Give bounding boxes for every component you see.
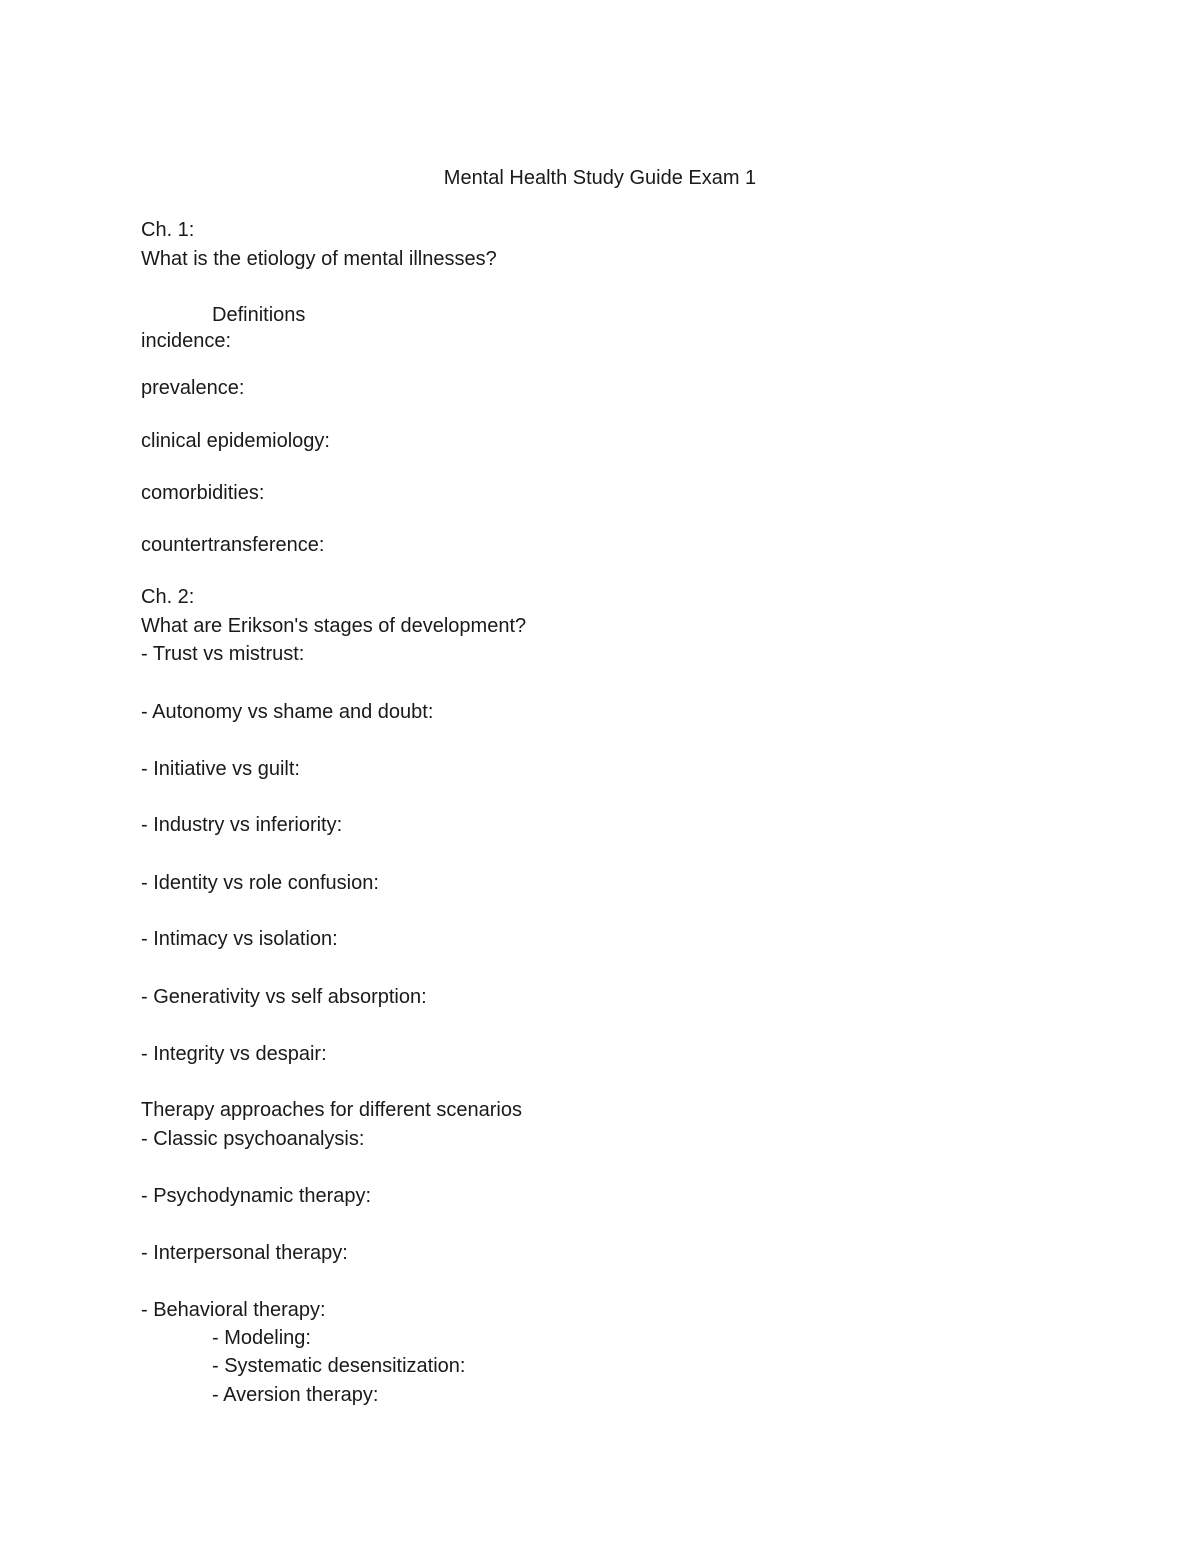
stage-item: - Industry vs inferiority:: [141, 814, 343, 836]
stage-item: - Generativity vs self absorption:: [141, 986, 427, 1008]
stage-item: - Trust vs mistrust:: [141, 643, 305, 665]
ch1-question: What is the etiology of mental illnesses?: [141, 248, 497, 270]
stage-item: - Identity vs role confusion:: [141, 872, 379, 894]
stage-item: - Initiative vs guilt:: [141, 758, 300, 780]
term-countertransference: countertransference:: [141, 534, 325, 556]
behavioral-subitem: - Aversion therapy:: [212, 1384, 379, 1406]
therapy-item: - Psychodynamic therapy:: [141, 1185, 372, 1207]
term-prevalence: prevalence:: [141, 377, 245, 399]
therapy-item: - Classic psychoanalysis:: [141, 1128, 365, 1150]
behavioral-subitem: - Modeling:: [212, 1327, 311, 1349]
stage-item: - Intimacy vs isolation:: [141, 928, 338, 950]
definitions-heading: Definitions: [212, 304, 306, 326]
therapy-item: - Behavioral therapy:: [141, 1299, 326, 1321]
ch2-heading: Ch. 2:: [141, 586, 195, 608]
behavioral-subitem: - Systematic desensitization:: [212, 1355, 466, 1377]
stage-item: - Integrity vs despair:: [141, 1043, 327, 1065]
stage-item: - Autonomy vs shame and doubt:: [141, 701, 434, 723]
term-clinical-epidemiology: clinical epidemiology:: [141, 430, 330, 452]
therapy-item: - Interpersonal therapy:: [141, 1242, 348, 1264]
therapy-heading: Therapy approaches for different scenarios: [141, 1099, 522, 1121]
ch2-question: What are Erikson's stages of development?: [141, 615, 527, 637]
document-title: Mental Health Study Guide Exam 1: [443, 167, 757, 189]
term-comorbidities: comorbidities:: [141, 482, 265, 504]
term-incidence: incidence:: [141, 330, 232, 352]
ch1-heading: Ch. 1:: [141, 219, 195, 241]
